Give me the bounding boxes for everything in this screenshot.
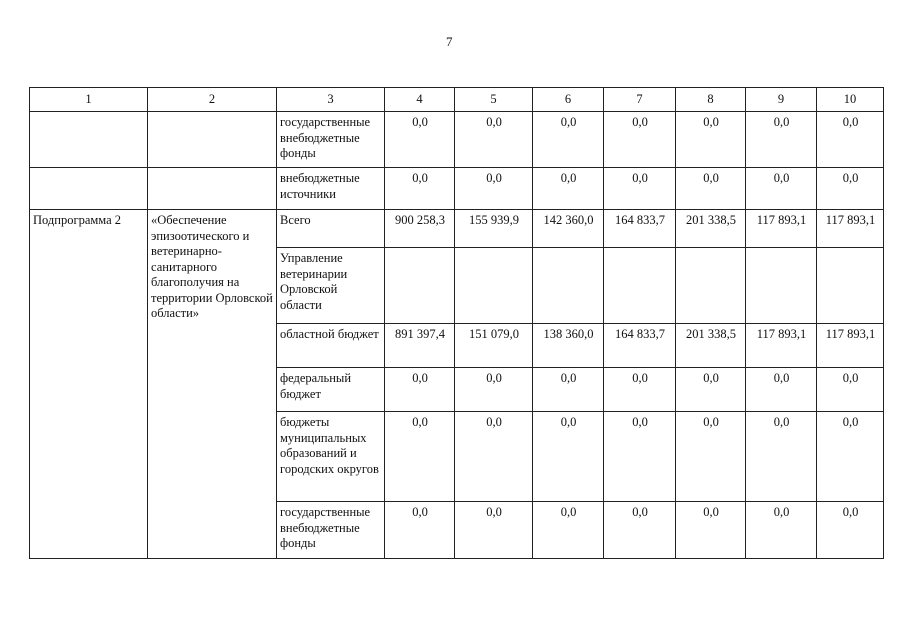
value-cell: 0,0 [817, 368, 884, 412]
value-cell [455, 248, 533, 324]
value-cell: 0,0 [385, 168, 455, 210]
value-cell [533, 248, 604, 324]
value-cell: 891 397,4 [385, 324, 455, 368]
value-cell: 0,0 [604, 168, 676, 210]
budget-table [29, 87, 884, 559]
value-cell: 0,0 [817, 412, 884, 502]
value-cell: 0,0 [676, 502, 746, 559]
value-cell: 0,0 [604, 368, 676, 412]
program-cell [30, 168, 148, 210]
value-cell: 0,0 [455, 168, 533, 210]
value-cell [676, 248, 746, 324]
value-cell [817, 248, 884, 324]
value-cell [385, 248, 455, 324]
value-cell: 117 893,1 [817, 210, 884, 248]
header-cell: 7 [604, 88, 676, 112]
value-cell: 0,0 [676, 112, 746, 168]
value-cell: 0,0 [533, 412, 604, 502]
value-cell: 0,0 [817, 502, 884, 559]
header-cell: 1 [30, 88, 148, 112]
value-cell: 0,0 [746, 112, 817, 168]
header-cell: 10 [817, 88, 884, 112]
header-cell: 3 [277, 88, 385, 112]
value-cell [604, 248, 676, 324]
funding-source-cell: бюджеты муниципальных образований и городских округов [277, 412, 385, 502]
subprogram-cell: Подпрограмма 2 [30, 210, 148, 559]
value-cell: 201 338,5 [676, 210, 746, 248]
header-cell: 8 [676, 88, 746, 112]
value-cell: 138 360,0 [533, 324, 604, 368]
value-cell: 0,0 [746, 412, 817, 502]
value-cell: 0,0 [817, 112, 884, 168]
value-cell: 0,0 [533, 112, 604, 168]
table-row [30, 210, 884, 248]
value-cell: 117 893,1 [817, 324, 884, 368]
value-cell: 900 258,3 [385, 210, 455, 248]
value-cell: 142 360,0 [533, 210, 604, 248]
value-cell: 0,0 [746, 502, 817, 559]
value-cell: 151 079,0 [455, 324, 533, 368]
value-cell: 0,0 [385, 412, 455, 502]
value-cell: 155 939,9 [455, 210, 533, 248]
funding-source-cell: государственные внебюджетные фонды [277, 502, 385, 559]
table-row [30, 112, 884, 168]
value-cell: 0,0 [385, 368, 455, 412]
table-header-row [30, 88, 884, 112]
funding-source-cell: федеральный бюджет [277, 368, 385, 412]
funding-source-cell: внебюджетные источники [277, 168, 385, 210]
value-cell: 0,0 [746, 168, 817, 210]
value-cell: 0,0 [455, 112, 533, 168]
header-cell: 4 [385, 88, 455, 112]
value-cell: 0,0 [817, 168, 884, 210]
funding-source-cell: Управление ветеринарии Орловской области [277, 248, 385, 324]
value-cell: 0,0 [676, 168, 746, 210]
value-cell: 0,0 [385, 502, 455, 559]
header-cell: 6 [533, 88, 604, 112]
value-cell: 0,0 [533, 368, 604, 412]
page-number: 7 [446, 34, 453, 49]
value-cell: 164 833,7 [604, 210, 676, 248]
funding-source-cell: государственные внебюджетные фонды [277, 112, 385, 168]
header-cell: 5 [455, 88, 533, 112]
program-cell [30, 112, 148, 168]
header-cell: 2 [148, 88, 277, 112]
value-cell: 201 338,5 [676, 324, 746, 368]
value-cell: 117 893,1 [746, 210, 817, 248]
header-cell: 9 [746, 88, 817, 112]
value-cell: 0,0 [676, 368, 746, 412]
value-cell: 0,0 [604, 502, 676, 559]
program-title-cell [148, 112, 277, 168]
value-cell: 0,0 [604, 112, 676, 168]
value-cell: 0,0 [604, 412, 676, 502]
value-cell: 117 893,1 [746, 324, 817, 368]
value-cell: 0,0 [746, 368, 817, 412]
value-cell: 0,0 [455, 412, 533, 502]
value-cell: 164 833,7 [604, 324, 676, 368]
funding-source-cell: Всего [277, 210, 385, 248]
value-cell: 0,0 [533, 502, 604, 559]
value-cell: 0,0 [455, 502, 533, 559]
value-cell: 0,0 [533, 168, 604, 210]
subprogram-title-cell: «Обеспечение эпизоотического и ветеринарно-санитарного благополучия на территории Орловской области» [148, 210, 277, 559]
funding-source-cell: областной бюджет [277, 324, 385, 368]
program-title-cell [148, 168, 277, 210]
table-row [30, 168, 884, 210]
value-cell: 0,0 [455, 368, 533, 412]
value-cell: 0,0 [385, 112, 455, 168]
value-cell: 0,0 [676, 412, 746, 502]
value-cell [746, 248, 817, 324]
